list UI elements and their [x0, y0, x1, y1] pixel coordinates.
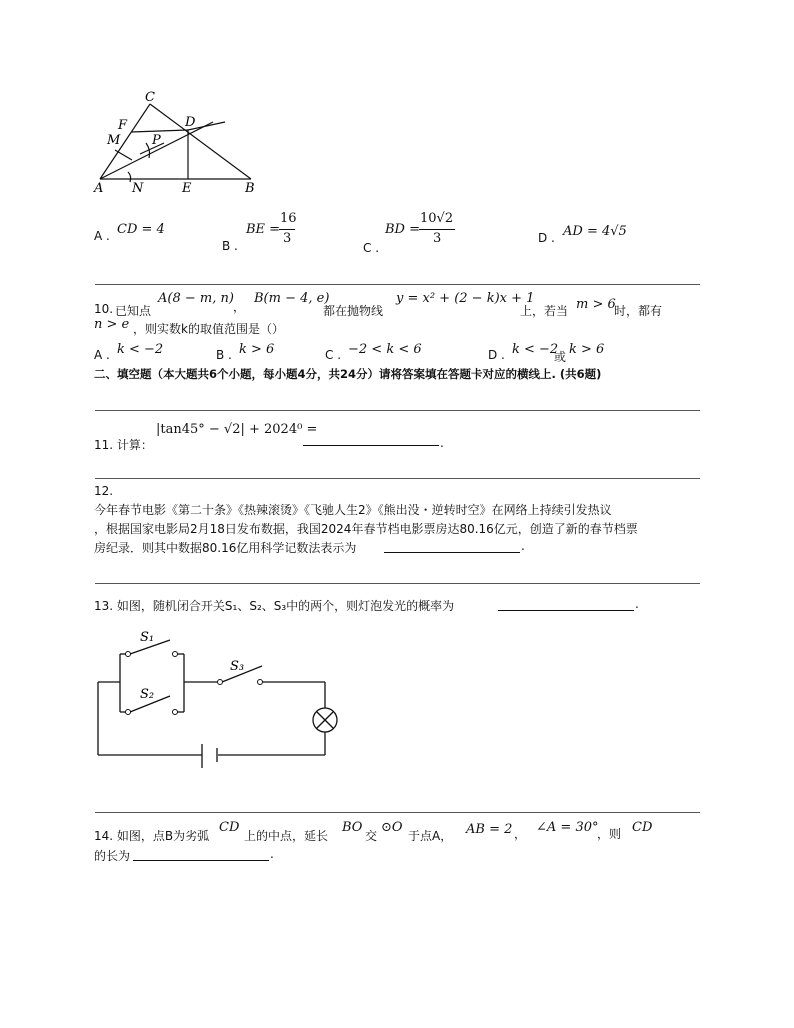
q9-option-a-expr: CD = 4: [117, 222, 165, 237]
label-P: P: [152, 133, 161, 148]
q9-option-c-prefix[interactable]: C .: [363, 241, 380, 255]
q14-answer-blank[interactable]: [133, 860, 269, 861]
q11-answer-blank[interactable]: [303, 445, 439, 446]
q14-text-1: 14. 如图，点B为劣弧: [94, 829, 210, 843]
q12-number: 12.: [94, 484, 114, 498]
q10-n-gt-e: n > e: [94, 317, 130, 332]
q10-option-d-2: k > 6: [569, 342, 605, 357]
label-M: M: [107, 133, 121, 148]
q14-angle: ∠A = 30°: [536, 820, 599, 835]
q9-option-b-num: 16: [280, 211, 297, 226]
q14-ab: AB = 2: [466, 822, 513, 837]
q14-comma: ，: [514, 827, 527, 841]
q14-text-2: 上的中点，延长: [244, 829, 329, 843]
divider: [95, 812, 700, 813]
q12-line-2: ，根据国家电影局2月18日发布数据，我国2024年春节档电影票房达80.16亿元，创造了新的春节档票: [94, 522, 638, 536]
label-B: B: [245, 181, 255, 196]
q12-end: .: [521, 539, 525, 553]
q14-text-5: ，则: [597, 827, 622, 841]
q10-option-d-prefix[interactable]: D .: [488, 348, 505, 362]
label-F: F: [118, 118, 128, 133]
q9-option-b-den: 3: [283, 231, 292, 246]
label-D: D: [185, 115, 196, 130]
label-s2: S₂: [140, 687, 155, 702]
q9-option-c-fraction-bar: [419, 229, 455, 230]
q13-answer-blank[interactable]: [498, 610, 634, 611]
q9-option-d-expr: AD = 4√5: [563, 224, 627, 239]
q10-parabola: y = x² + (2 − k)x + 1: [396, 291, 535, 306]
q13-end: .: [635, 597, 639, 611]
q9-option-b-fraction-bar: [279, 229, 295, 230]
q10-option-d-1: k < −2: [512, 342, 559, 357]
q10-option-c: −2 < k < 6: [348, 342, 422, 357]
label-s1: S₁: [140, 630, 155, 645]
label-A: A: [94, 181, 104, 196]
label-N: N: [132, 181, 144, 196]
q10-text-3: 上，若当: [520, 304, 569, 318]
q9-option-c-num: 10√2: [420, 211, 454, 226]
q10-number: 10.: [94, 302, 114, 316]
q10-comma: ，: [233, 300, 246, 314]
circuit-diagram: [90, 622, 350, 777]
q14-line-2: 的长为: [94, 849, 131, 863]
triangle-figure-overflow: [88, 88, 268, 198]
q14-arc-cd: CD: [219, 820, 240, 835]
q9-option-c-den: 3: [433, 231, 442, 246]
label-C: C: [145, 90, 155, 105]
q14-circle-o: ⊙O: [381, 820, 403, 835]
q9-option-c-lhs: BD =: [385, 222, 421, 237]
divider: [95, 284, 700, 285]
q10-option-a: k < −2: [117, 342, 164, 357]
q12-line-1: 今年春节电影《第二十条》《热辣滚烫》《飞驰人生2》《熊出没・逆转时空》在网络上持续引发热议: [94, 503, 612, 517]
q10-option-d-or: 或: [554, 350, 567, 364]
section-heading: 二、填空题（本大题共6个小题，每小题4分，共24分）请将答案填在答题卡对应的横线上. (共6题): [94, 367, 602, 381]
q9-option-d-prefix[interactable]: D .: [538, 231, 555, 245]
divider: [95, 410, 700, 411]
q14-end: .: [270, 847, 274, 861]
q9-option-b-lhs: BE =: [246, 222, 281, 237]
q10-point-a: A(8 − m, n): [158, 291, 234, 306]
divider: [95, 583, 700, 584]
label-E: E: [182, 181, 192, 196]
q10-text-5: ，则实数k的取值范围是（）: [133, 322, 284, 336]
q9-option-b-prefix[interactable]: B .: [222, 239, 238, 253]
q10-text-2: 都在抛物线: [323, 304, 384, 318]
q11-expression: |tan45° − √2| + 2024⁰ =: [156, 422, 318, 437]
q10-option-b: k > 6: [239, 342, 275, 357]
q14-bo: BO: [342, 820, 363, 835]
q14-text-3: 交: [365, 829, 378, 843]
q10-option-b-prefix[interactable]: B .: [216, 348, 232, 362]
q10-option-c-prefix[interactable]: C .: [325, 348, 342, 362]
divider: [95, 478, 700, 479]
q10-text-4: 时，都有: [614, 304, 663, 318]
q14-cd: CD: [632, 820, 653, 835]
q10-option-a-prefix[interactable]: A .: [94, 348, 110, 362]
q12-answer-blank[interactable]: [384, 552, 520, 553]
q10-point-b: B(m − 4, e): [254, 291, 330, 306]
q12-line-3: 房纪录．则其中数据80.16亿用科学记数法表示为: [94, 541, 357, 555]
q10-text-1: 已知点: [115, 304, 152, 318]
q11-number: 11. 计算：: [94, 438, 153, 452]
q13-text: 13. 如图，随机闭合开关S₁、S₂、S₃中的两个，则灯泡发光的概率为: [94, 599, 455, 613]
q11-end: .: [440, 436, 444, 450]
label-s3: S₃: [230, 659, 245, 674]
q14-text-4: 于点A，: [408, 829, 453, 843]
q10-condition: m > 6: [576, 297, 616, 312]
q9-option-a-prefix[interactable]: A .: [94, 229, 110, 243]
